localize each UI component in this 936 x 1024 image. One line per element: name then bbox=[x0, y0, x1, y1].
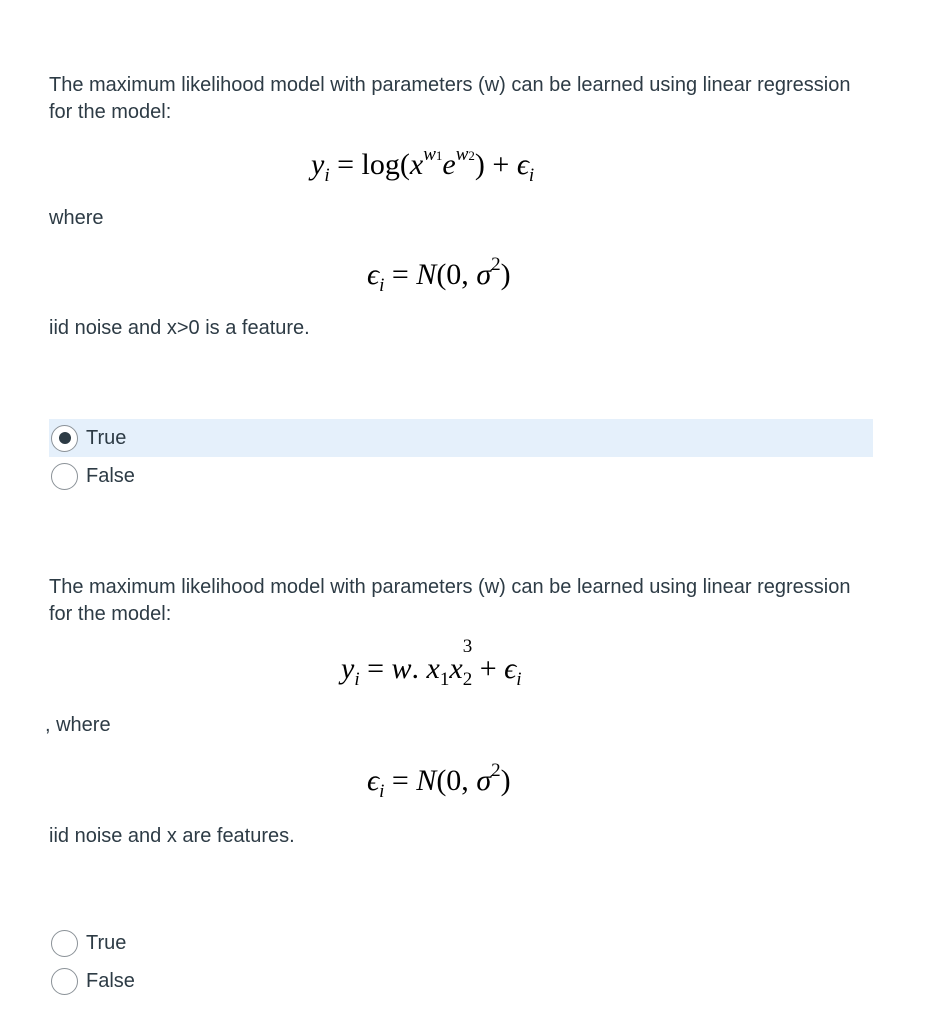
question-2-noise-equation: $\epsilon_i = N(0$, $\sigma^2$) bbox=[367, 760, 511, 802]
question-2 bbox=[45, 574, 873, 992]
answer-label: True bbox=[86, 931, 127, 954]
question-1-model-equation: $y_i = \log(x^{w1}e^{w2}) + \epsilon_i$ bbox=[311, 144, 535, 186]
radio-button-selected[interactable] bbox=[51, 425, 78, 452]
question-1-prompt: The maximum likelihood model with parameters (w) can be learned using linear regression for the model: bbox=[49, 74, 851, 123]
question-2-prompt: The maximum likelihood model with parameters (w) can be learned using linear regression for the model: bbox=[49, 576, 851, 625]
question-1-noise-text: iid noise and x>0 is a feature. bbox=[49, 317, 310, 339]
question-1-answer-false[interactable] bbox=[49, 457, 873, 495]
answer-label: False bbox=[86, 969, 135, 992]
radio-button[interactable] bbox=[51, 968, 78, 995]
answer-label: True bbox=[86, 426, 127, 449]
radio-button[interactable] bbox=[51, 463, 78, 490]
question-1-answer-true[interactable] bbox=[49, 419, 873, 457]
question-2-answers bbox=[49, 924, 873, 1000]
question-1 bbox=[49, 72, 873, 487]
question-2-answer-true[interactable] bbox=[49, 924, 873, 962]
answer-label: False bbox=[86, 464, 135, 487]
radio-button[interactable] bbox=[51, 930, 78, 957]
question-1-where: where bbox=[49, 207, 104, 229]
question-1-answers bbox=[49, 419, 873, 495]
question-2-where: , where bbox=[45, 714, 111, 736]
question-1-noise-equation: $\epsilon_i = N(0$, $\sigma^2$) bbox=[367, 254, 511, 296]
question-2-noise-text: iid noise and x are features. bbox=[49, 825, 295, 847]
question-2-answer-false[interactable] bbox=[49, 962, 873, 1000]
question-2-model-equation: $y_i = w$. $x_1x_{2 3}$ + $\epsilon_i$ bbox=[341, 636, 522, 690]
